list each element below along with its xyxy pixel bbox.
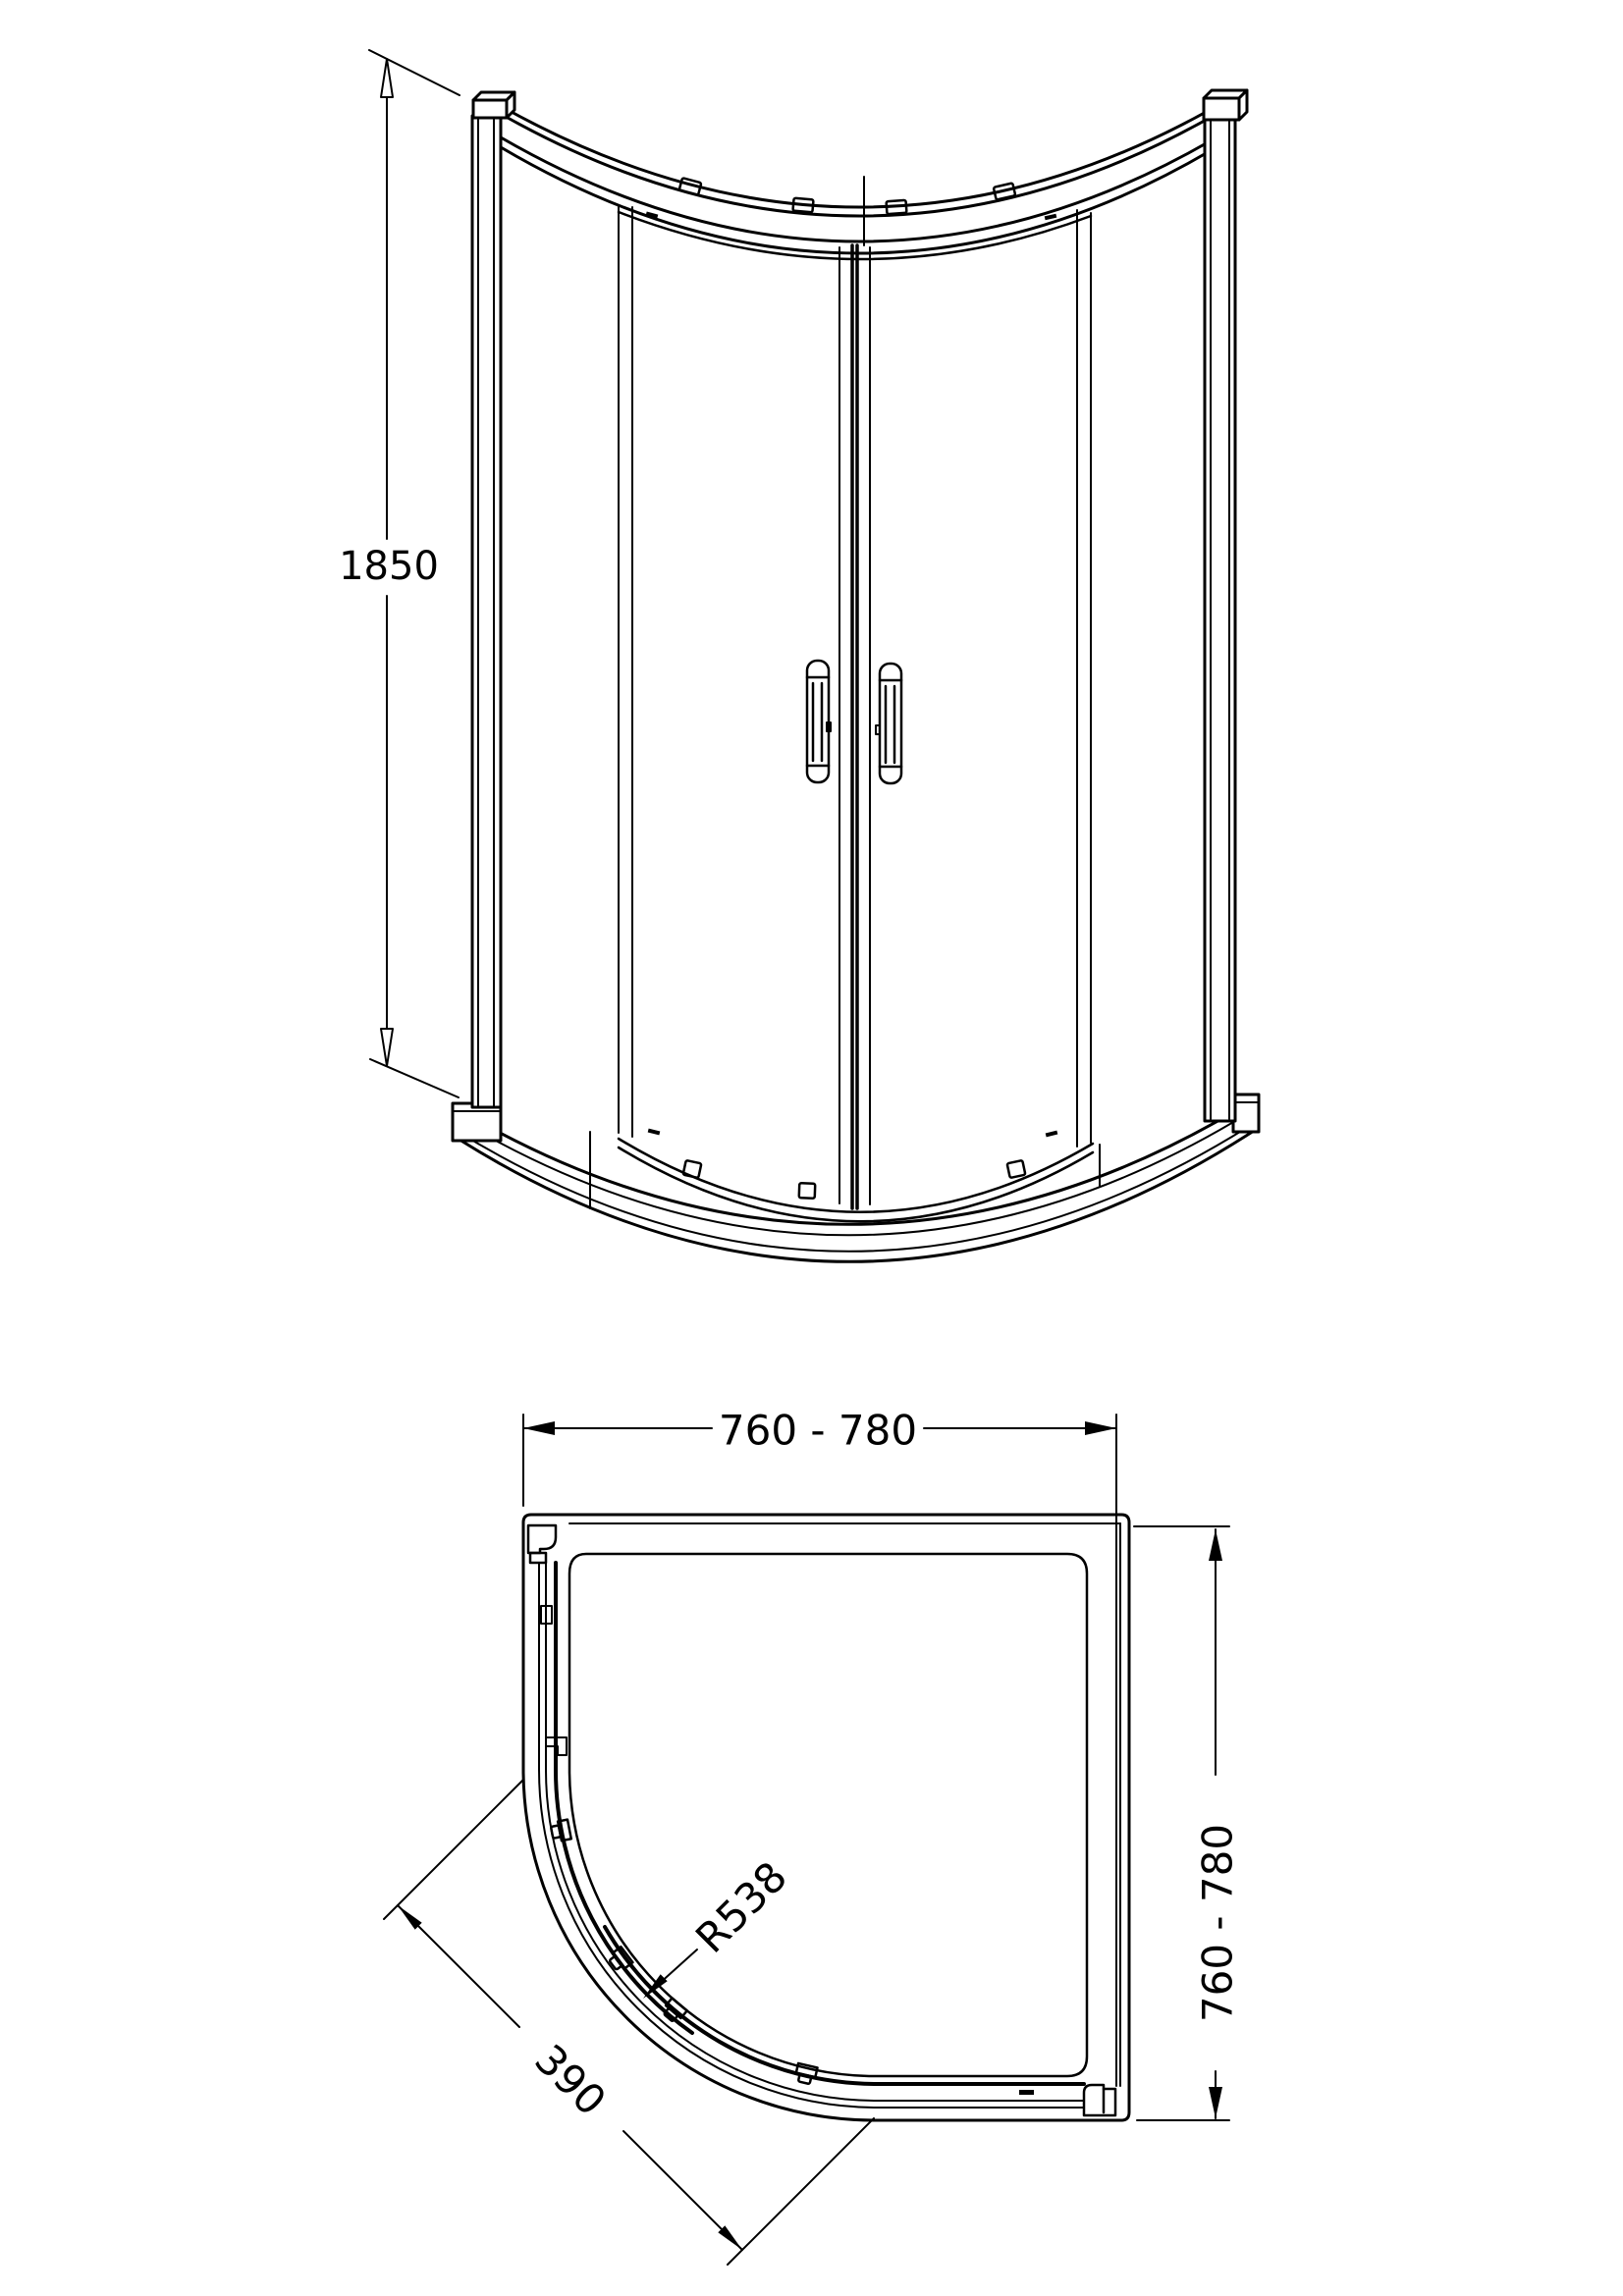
wall-post-right (1204, 90, 1247, 1121)
front-elevation-view (339, 50, 1259, 1261)
arrowhead-down (381, 1029, 393, 1066)
extension-line-bottom (370, 1059, 459, 1097)
extension-line-upper (384, 1780, 523, 1919)
arrowhead-down (1209, 2087, 1222, 2118)
radius-dimension-label: R538 (686, 1852, 796, 1962)
width-dimension (523, 1407, 1116, 1528)
plan-view (384, 1407, 1242, 2266)
arrowhead-up (381, 59, 393, 97)
door-glass-left (556, 1563, 692, 2033)
shower-tray-plan (569, 1554, 1087, 2076)
track-clips (541, 1606, 1034, 2095)
depth-dimension (1134, 1526, 1242, 2120)
door-track-band (539, 1563, 1084, 2108)
diagonal-dimension-label: 390 (525, 2035, 616, 2125)
plan-roller-brackets (550, 1820, 817, 2085)
glass-panel-stiles (619, 205, 1091, 1208)
radius-dimension (643, 1852, 796, 1999)
plan-outline (523, 1515, 1129, 2120)
door-handle-right (876, 664, 901, 783)
wall-profile-bottom-right (1084, 2085, 1115, 2115)
depth-dimension-label: 760 - 780 (1193, 1823, 1242, 2023)
height-dimension-label: 1850 (339, 544, 439, 589)
diagonal-dimension (384, 1780, 874, 2265)
header-rail (501, 106, 1210, 259)
arrowhead-upper (398, 1905, 422, 1930)
wall-inner-edge-right (1116, 1523, 1120, 2086)
arrowhead-right (1085, 1421, 1116, 1435)
arrowhead-up (1209, 1529, 1222, 1561)
arrowhead-left (523, 1421, 555, 1435)
arrowhead-lower (718, 2225, 742, 2250)
width-dimension-label: 760 - 780 (718, 1406, 918, 1455)
door-handle-left (807, 661, 831, 782)
top-roller-brackets (679, 178, 1016, 214)
wall-post-left (472, 92, 514, 1107)
height-dimension (339, 50, 460, 1097)
extension-line-lower (728, 2118, 874, 2265)
wall-profile-top-left (528, 1525, 556, 1563)
